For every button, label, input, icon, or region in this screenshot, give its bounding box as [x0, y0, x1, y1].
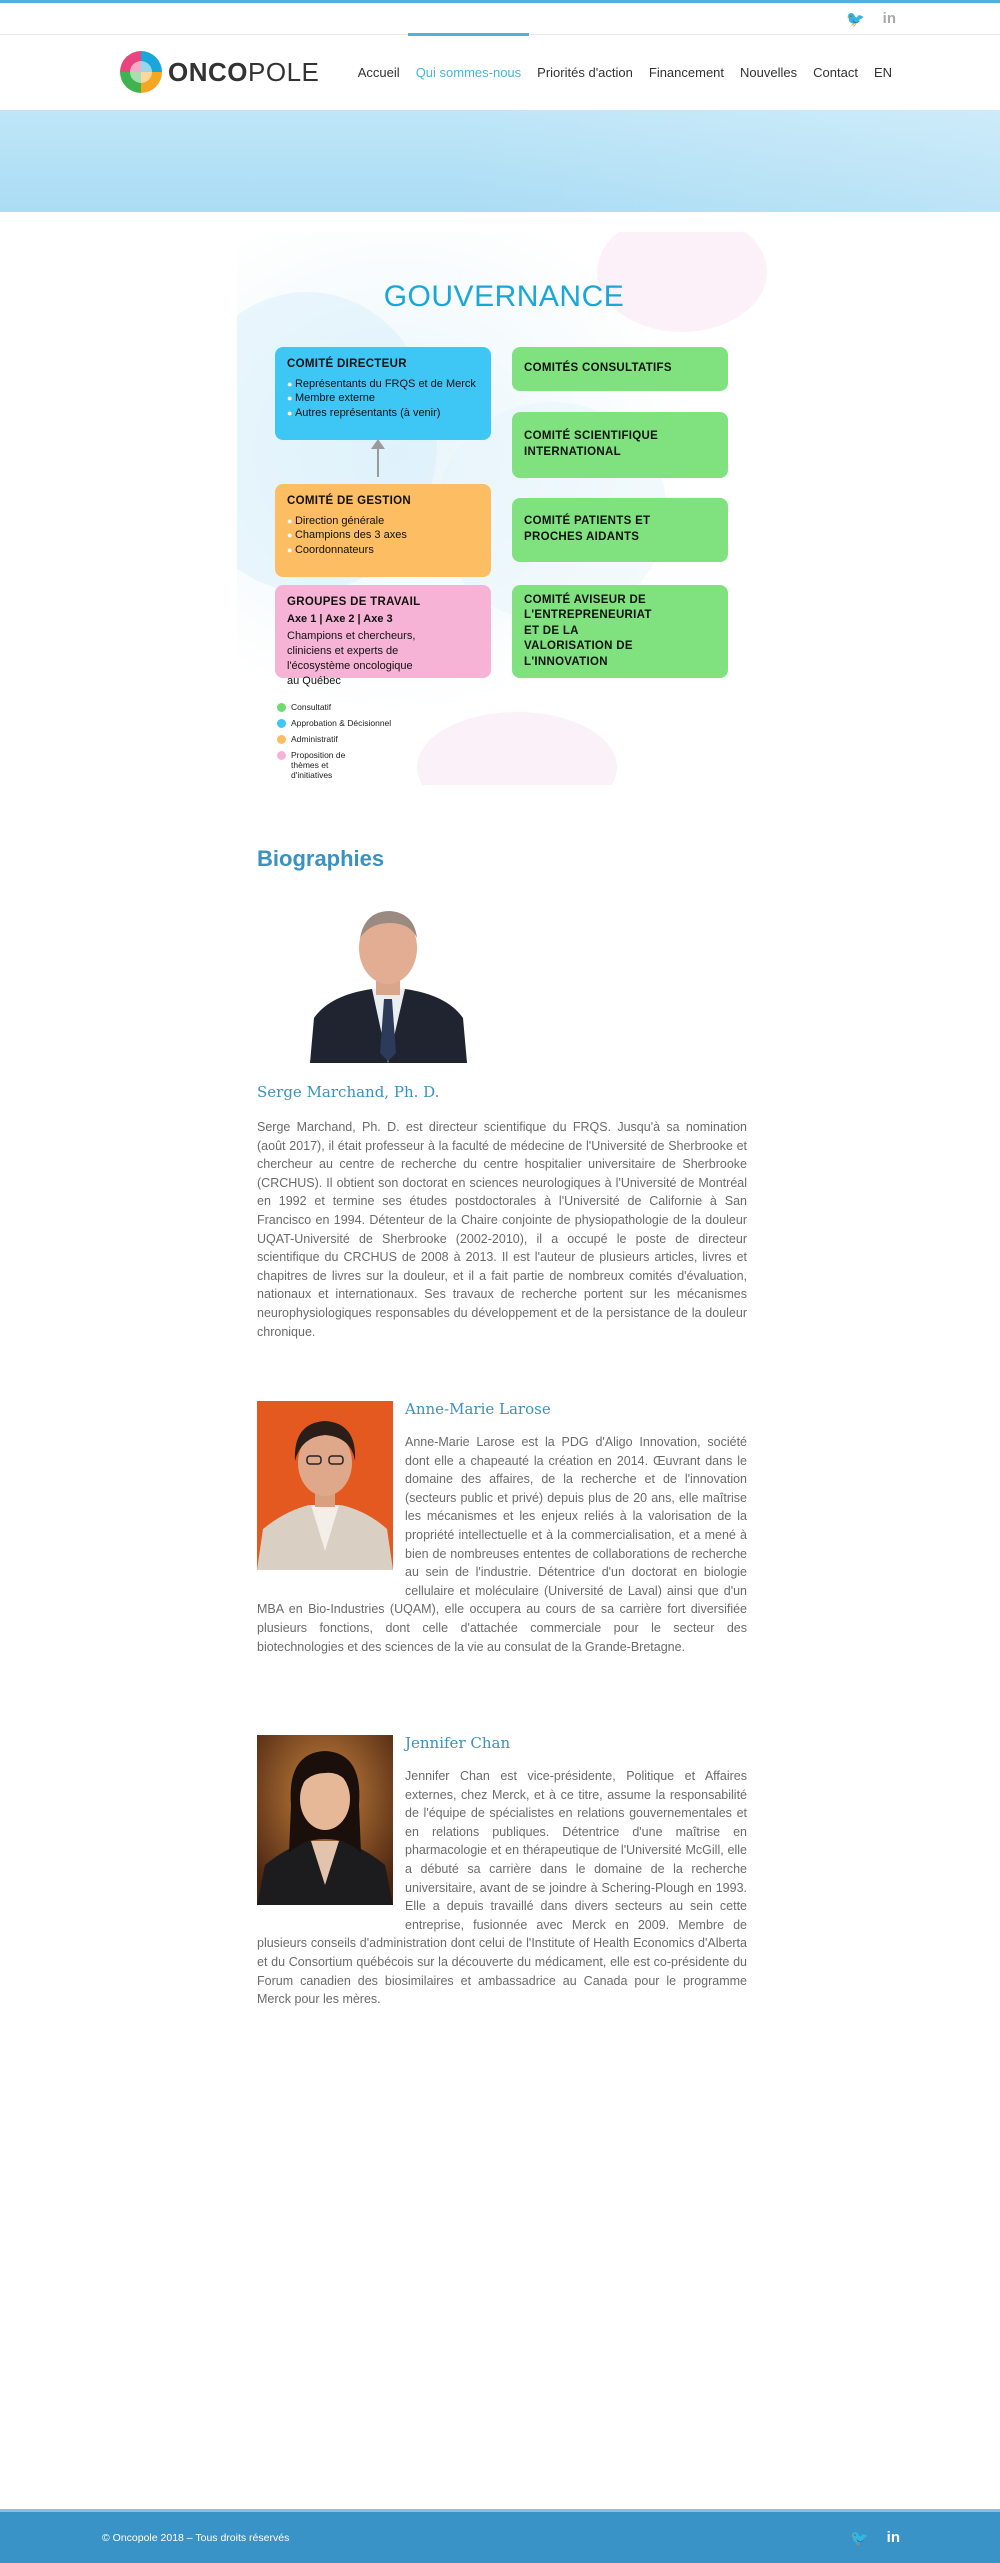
governance-legend	[277, 702, 391, 785]
comite-patients-card	[512, 498, 728, 562]
comite-gestion-list	[287, 514, 479, 559]
footer-copyright: © Oncopole 2018 – Tous droits réservés	[102, 2532, 290, 2544]
bio-name-jennifer-chan: Jennifer Chan	[405, 1734, 511, 1752]
comites-consultatifs-card	[512, 347, 728, 391]
twitter-icon[interactable]: 🐦	[845, 11, 865, 28]
site-footer	[0, 2509, 1000, 2563]
list-item: ● Autres représentants (à venir)	[287, 406, 479, 421]
nav-item-financement[interactable]: Financement	[648, 65, 725, 80]
person-photo-icon	[310, 903, 467, 1063]
groupes-travail-axes: Axe 1 | Axe 2 | Axe 3	[287, 612, 393, 625]
top-accent-line	[0, 0, 1000, 3]
comite-aviseur-title: COMITÉ AVISEUR DE L'ENTREPRENEURIAT ET DE LA VALORISATION DE L'INNOVATION	[524, 593, 652, 668]
list-item: ● Champions des 3 axes	[287, 528, 479, 543]
nav-item-language[interactable]: EN	[873, 65, 892, 80]
nav-item-contact[interactable]: Contact	[813, 65, 858, 80]
photo-spacer	[257, 1767, 405, 1917]
comites-consultatifs-title: COMITÉS CONSULTATIFS	[524, 362, 672, 375]
groupes-travail-card	[275, 585, 491, 687]
logo-text-pole: POLE	[248, 56, 320, 87]
legend-label: Approbation & Décisionnel	[291, 718, 392, 728]
legend-dot	[277, 719, 286, 728]
nav-item-priorites[interactable]: Priorités d'action	[537, 65, 633, 80]
arrow-up-icon	[377, 447, 379, 477]
bio-text-serge-marchand: Serge Marchand, Ph. D. est directeur scientifique du FRQS. Jusqu'à sa nomination (août 2017), il était professeur à la faculté de médecine de l'Université de Sherbrooke et chercheur au centre de recherche du centre hospitalier universitaire de Sherbrooke (CRCHUS). Il obtient son doctorat en sciences neurologiques à l'Université de Montréal en 1992 et termine ses études postdoctorales à l'Université de Californie à San Francisco en 1994. Détenteur de la Chaire conjointe de physiopathologie de la douleur UQAT-Université de Sherbrooke (2002-2010), il a occupé le poste de directeur scientifique du CRCHUS de 2008 à 2013. Il est l'auteur de plusieurs articles, livres et chapitres de livres sur la douleur, et il a fait partie de nombreux comités d'évaluation, nationaux et internationaux. Ses travaux de recherche portent sur les mécanismes neurophysiologiques responsables du développement et de la persistance de la douleur chronique.	[257, 1120, 747, 1339]
list-item: ● Coordonnateurs	[287, 543, 479, 558]
legend-item	[277, 734, 391, 744]
bio-name-anne-marie-larose: Anne-Marie Larose	[405, 1400, 551, 1418]
linkedin-icon[interactable]: in	[882, 10, 896, 27]
comite-directeur-list	[287, 377, 479, 422]
comite-scientifique-card	[512, 412, 728, 478]
comite-scientifique-title: COMITÉ SCIENTIFIQUE INTERNATIONAL	[524, 430, 659, 458]
legend-dot	[277, 735, 286, 744]
legend-label: Consultatif	[291, 702, 332, 712]
groupes-travail-title: GROUPES DE TRAVAIL	[287, 596, 421, 608]
governance-title: GOUVERNANCE	[383, 280, 625, 313]
comite-directeur-title: COMITÉ DIRECTEUR	[287, 358, 407, 370]
decor-blob	[417, 712, 617, 785]
comite-gestion-card	[275, 484, 491, 577]
nav-item-nouvelles[interactable]: Nouvelles	[740, 65, 798, 80]
bio-name-serge-marchand: Serge Marchand, Ph. D.	[257, 1083, 440, 1101]
legend-dot	[277, 751, 286, 760]
oncopole-logo[interactable]	[120, 51, 319, 93]
nav-item-qui-sommes-nous[interactable]: Qui sommes-nous	[408, 35, 529, 110]
legend-label: Administratif	[291, 734, 338, 744]
bio-paragraph: Jennifer Chan est vice-présidente, Politique et Affaires externes, chez Merck, et à ce titre, assume la responsabilité de l'équipe de spécialistes en relations gouvernementales et en relations publiques. Détentrice d'une maîtrise en pharmacologie et en thérapeutique de l'Université McGill, elle a débuté sa carrière dans le domaine de la recherche universitaire, avant de se joindre à Schering-Plough en 1993. Elle a depuis travaillé dans divers secteurs au sein cette entreprise, fusionnée avec Merck en 2009. Membre de plusieurs conseils d'administration dont celui de l'Institute of Health Economics d'Alberta et du Consortium québécois sur la découverte du médicament, elle est co-présidente du Forum canadien des biosimilaires et ambassadrice au Canada pour le programme Merck pour les mères.	[257, 1769, 747, 2007]
legend-item	[277, 750, 391, 780]
logo-text	[168, 57, 319, 88]
portrait-serge-marchand	[310, 903, 467, 1063]
linkedin-icon[interactable]: in	[886, 2529, 900, 2546]
hero-banner	[0, 110, 1000, 212]
legend-label: Proposition de thèmes et d'initiatives	[291, 750, 346, 780]
governance-chart	[237, 232, 771, 785]
logo-mark-icon	[120, 51, 162, 93]
comite-aviseur-card	[512, 585, 728, 678]
site-header	[0, 35, 1000, 110]
list-item: ● Représentants du FRQS et de Merck	[287, 377, 479, 392]
bio-paragraph: Anne-Marie Larose est la PDG d'Aligo Innovation, société dont elle a chapeauté la création en 2014. Œuvrant dans le domaine des affaires, de la recherche et de l'innovation (secteurs public et privé) depuis plus de 20 ans, elle maîtrise les mécanismes et les enjeux reliés à la valorisation de la propriété intellectuelle et à la commercialisation, et a mené à bien de nombreuses ententes de collaborations de recherche au sein de l'industrie. Détentrice d'un doctorat en biologie cellulaire et moléculaire (Université de Laval) ainsi que d'un MBA en Bio-Industries (UQAM), elle occupera au cours de sa carrière fort diversifiée plusieurs fonctions, dont celle d'attachée commerciale pour le secteur des biotechnologies et des sciences de la vie au consulat de la Grande-Bretagne.	[257, 1435, 747, 1654]
nav-item-accueil[interactable]: Accueil	[357, 65, 400, 80]
list-item: ● Membre externe	[287, 391, 479, 406]
photo-spacer	[257, 1433, 405, 1583]
groupes-travail-text: Champions et chercheurs, cliniciens et experts de l'écosystème oncologique au Québec	[287, 630, 416, 687]
main-nav	[350, 35, 900, 110]
twitter-icon[interactable]: 🐦	[849, 2530, 869, 2547]
logo-text-onco: ONCO	[168, 56, 248, 87]
legend-item	[277, 718, 391, 728]
footer-social-links	[850, 2529, 900, 2547]
comite-patients-title: COMITÉ PATIENTS ET PROCHES AIDANTS	[524, 515, 651, 543]
list-item: ● Direction générale	[287, 514, 479, 529]
legend-item	[277, 702, 391, 712]
comite-directeur-card	[275, 347, 491, 440]
header-social-links	[846, 10, 896, 28]
bio-text-anne-marie-larose	[257, 1433, 747, 1656]
comite-gestion-title: COMITÉ DE GESTION	[287, 495, 411, 507]
legend-dot	[277, 703, 286, 712]
bio-text-jennifer-chan	[257, 1767, 747, 2009]
biographies-heading: Biographies	[257, 846, 385, 871]
